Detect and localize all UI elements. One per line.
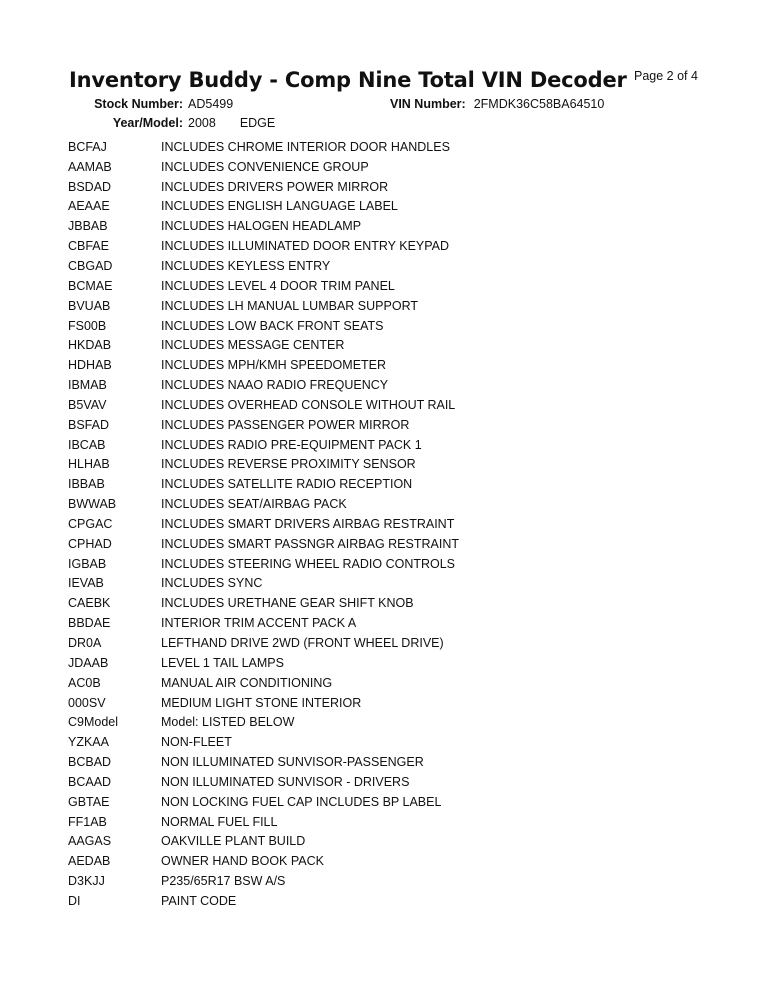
option-row bbox=[68, 335, 459, 355]
option-code: IBBAB bbox=[68, 477, 105, 492]
option-description: INCLUDES LEVEL 4 DOOR TRIM PANEL bbox=[161, 278, 395, 293]
page-title: Inventory Buddy - Comp Nine Total VIN Decoder bbox=[69, 68, 627, 92]
option-description: INCLUDES KEYLESS ENTRY bbox=[161, 258, 331, 273]
option-description: NORMAL FUEL FILL bbox=[161, 814, 278, 829]
option-description: NON ILLUMINATED SUNVISOR - DRIVERS bbox=[161, 774, 410, 789]
option-code: GBTAE bbox=[68, 794, 110, 809]
option-code: CPHAD bbox=[68, 536, 112, 551]
option-description: INCLUDES SMART PASSNGR AIRBAG RESTRAINT bbox=[161, 536, 459, 551]
option-code: AAMAB bbox=[68, 159, 112, 174]
stock-number-value: AD5499 bbox=[188, 97, 234, 111]
option-description: INCLUDES DRIVERS POWER MIRROR bbox=[161, 179, 389, 194]
option-row bbox=[68, 633, 459, 653]
option-code: DR0A bbox=[68, 636, 102, 651]
option-row bbox=[68, 137, 459, 157]
option-row bbox=[68, 752, 459, 772]
option-code: BSDAD bbox=[68, 179, 112, 194]
option-row bbox=[68, 593, 459, 613]
option-description: INCLUDES MPH/KMH SPEEDOMETER bbox=[161, 358, 387, 373]
option-description: MEDIUM LIGHT STONE INTERIOR bbox=[161, 695, 362, 710]
option-code: IGBAB bbox=[68, 556, 107, 571]
option-description: INCLUDES URETHANE GEAR SHIFT KNOB bbox=[161, 596, 414, 611]
option-row bbox=[68, 653, 459, 673]
vin-number-value: 2FMDK36C58BA64510 bbox=[473, 97, 605, 111]
option-code: BVUAB bbox=[68, 298, 111, 313]
option-description: INCLUDES NAAO RADIO FREQUENCY bbox=[161, 378, 389, 393]
option-row bbox=[68, 673, 459, 693]
option-row bbox=[68, 474, 459, 494]
vin-number-field bbox=[390, 97, 604, 111]
option-description: INCLUDES OVERHEAD CONSOLE WITHOUT RAIL bbox=[161, 397, 456, 412]
page-number: Page 2 of 4 bbox=[634, 69, 698, 83]
option-code: DI bbox=[68, 893, 81, 908]
option-code: HKDAB bbox=[68, 338, 112, 353]
year-value: 2008 bbox=[188, 116, 216, 130]
option-row bbox=[68, 871, 459, 891]
option-description: MANUAL AIR CONDITIONING bbox=[161, 675, 333, 690]
option-row bbox=[68, 792, 459, 812]
vin-number-label: VIN Number: bbox=[390, 97, 466, 111]
option-row bbox=[68, 812, 459, 832]
option-code: CBGAD bbox=[68, 258, 113, 273]
option-description: INCLUDES REVERSE PROXIMITY SENSOR bbox=[161, 457, 416, 472]
option-row bbox=[68, 772, 459, 792]
year-model-field bbox=[93, 116, 275, 130]
option-code: HLHAB bbox=[68, 457, 110, 472]
option-code: FF1AB bbox=[68, 814, 107, 829]
option-description: INCLUDES SATELLITE RADIO RECEPTION bbox=[161, 477, 413, 492]
stock-number-field bbox=[93, 97, 233, 111]
option-description: LEVEL 1 TAIL LAMPS bbox=[161, 655, 284, 670]
option-code: IBMAB bbox=[68, 378, 107, 393]
option-code: CAEBK bbox=[68, 596, 111, 611]
option-description: INCLUDES ENGLISH LANGUAGE LABEL bbox=[161, 199, 398, 214]
option-description: NON ILLUMINATED SUNVISOR-PASSENGER bbox=[161, 755, 424, 770]
option-row bbox=[68, 435, 459, 455]
option-row bbox=[68, 157, 459, 177]
option-row bbox=[68, 236, 459, 256]
option-description: Model: LISTED BELOW bbox=[161, 715, 295, 730]
option-code: AAGAS bbox=[68, 834, 112, 849]
option-row bbox=[68, 851, 459, 871]
option-row bbox=[68, 891, 459, 911]
option-code: BBDAE bbox=[68, 616, 111, 631]
option-row bbox=[68, 514, 459, 534]
option-description: OAKVILLE PLANT BUILD bbox=[161, 834, 306, 849]
option-row bbox=[68, 613, 459, 633]
option-code: B5VAV bbox=[68, 397, 107, 412]
option-code: 000SV bbox=[68, 695, 106, 710]
option-row bbox=[68, 415, 459, 435]
option-row bbox=[68, 355, 459, 375]
option-row bbox=[68, 375, 459, 395]
option-description: INCLUDES RADIO PRE-EQUIPMENT PACK 1 bbox=[161, 437, 422, 452]
option-row bbox=[68, 534, 459, 554]
option-code: JBBAB bbox=[68, 219, 108, 234]
option-code: IBCAB bbox=[68, 437, 106, 452]
option-row bbox=[68, 574, 459, 594]
option-row bbox=[68, 494, 459, 514]
option-description: LEFTHAND DRIVE 2WD (FRONT WHEEL DRIVE) bbox=[161, 636, 444, 651]
option-row bbox=[68, 395, 459, 415]
option-row bbox=[68, 256, 459, 276]
option-code: BWWAB bbox=[68, 497, 117, 512]
option-description: NON-FLEET bbox=[161, 735, 232, 750]
option-code: AEDAB bbox=[68, 854, 111, 869]
option-code: CBFAE bbox=[68, 239, 109, 254]
option-code: BCAAD bbox=[68, 774, 112, 789]
option-description: INCLUDES LOW BACK FRONT SEATS bbox=[161, 318, 384, 333]
option-description: OWNER HAND BOOK PACK bbox=[161, 854, 324, 869]
stock-number-label: Stock Number: bbox=[94, 97, 183, 111]
option-description: INCLUDES CONVENIENCE GROUP bbox=[161, 159, 369, 174]
option-description: INCLUDES PASSENGER POWER MIRROR bbox=[161, 417, 410, 432]
option-row bbox=[68, 832, 459, 852]
option-code: HDHAB bbox=[68, 358, 112, 373]
option-description: INCLUDES SMART DRIVERS AIRBAG RESTRAINT bbox=[161, 516, 455, 531]
option-description: INTERIOR TRIM ACCENT PACK A bbox=[161, 616, 357, 631]
option-description: INCLUDES CHROME INTERIOR DOOR HANDLES bbox=[161, 139, 450, 154]
option-row bbox=[68, 693, 459, 713]
option-code: BCBAD bbox=[68, 755, 112, 770]
option-description: INCLUDES ILLUMINATED DOOR ENTRY KEYPAD bbox=[161, 239, 450, 254]
option-row bbox=[68, 197, 459, 217]
option-code: D3KJJ bbox=[68, 874, 105, 889]
option-row bbox=[68, 316, 459, 336]
option-description: P235/65R17 BSW A/S bbox=[161, 874, 286, 889]
option-description: PAINT CODE bbox=[161, 893, 237, 908]
option-row bbox=[68, 732, 459, 752]
option-row bbox=[68, 177, 459, 197]
option-code: YZKAA bbox=[68, 735, 109, 750]
option-code: IEVAB bbox=[68, 576, 104, 591]
option-row bbox=[68, 276, 459, 296]
option-description: NON LOCKING FUEL CAP INCLUDES BP LABEL bbox=[161, 794, 442, 809]
option-code: AC0B bbox=[68, 675, 101, 690]
option-code-list bbox=[68, 137, 459, 911]
option-row bbox=[68, 296, 459, 316]
option-description: INCLUDES HALOGEN HEADLAMP bbox=[161, 219, 362, 234]
option-code: BCFAJ bbox=[68, 139, 107, 154]
option-code: FS00B bbox=[68, 318, 107, 333]
option-description: INCLUDES MESSAGE CENTER bbox=[161, 338, 345, 353]
option-description: INCLUDES SYNC bbox=[161, 576, 263, 591]
option-description: INCLUDES SEAT/AIRBAG PACK bbox=[161, 497, 347, 512]
option-row bbox=[68, 554, 459, 574]
option-row bbox=[68, 455, 459, 475]
year-model-label: Year/Model: bbox=[112, 116, 183, 130]
option-code: BSFAD bbox=[68, 417, 109, 432]
option-row bbox=[68, 712, 459, 732]
model-value: EDGE bbox=[239, 116, 276, 130]
option-code: JDAAB bbox=[68, 655, 109, 670]
option-description: INCLUDES STEERING WHEEL RADIO CONTROLS bbox=[161, 556, 456, 571]
option-row bbox=[68, 216, 459, 236]
option-code: C9Model bbox=[68, 715, 119, 730]
option-code: CPGAC bbox=[68, 516, 113, 531]
option-code: BCMAE bbox=[68, 278, 113, 293]
option-description: INCLUDES LH MANUAL LUMBAR SUPPORT bbox=[161, 298, 419, 313]
option-code: AEAAE bbox=[68, 199, 110, 214]
